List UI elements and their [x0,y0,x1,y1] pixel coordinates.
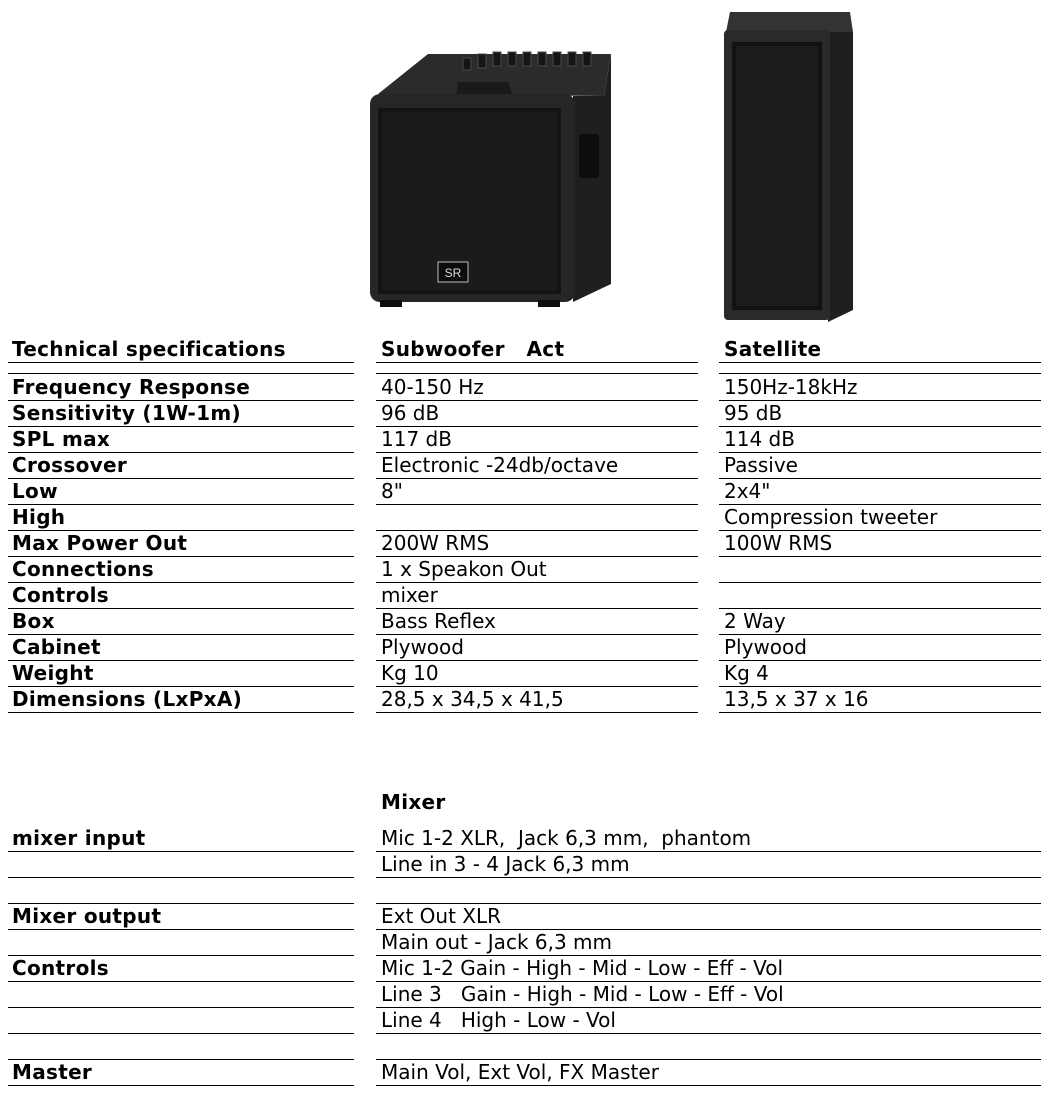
spec-satellite-value: Kg 4 [724,661,769,685]
mixer-value: Ext Out XLR [381,904,502,928]
satellite-image [722,10,855,322]
mixer-row [0,981,1060,1007]
spec-subwoofer-value: Kg 10 [381,661,439,685]
mixer-label: mixer input [12,826,146,850]
spec-subwoofer-value: Bass Reflex [381,609,496,633]
spec-row [0,452,1060,478]
spec-row [0,556,1060,582]
subwoofer-image [368,44,611,310]
spec-header-satellite: Satellite [724,337,822,361]
mixer-row [0,903,1060,929]
mixer-row [0,929,1060,955]
spec-satellite-value: 95 dB [724,401,783,425]
spec-satellite-value: 2 Way [724,609,786,633]
sr-logo: SR [444,266,462,280]
spec-subwoofer-value: 1 x Speakon Out [381,557,547,581]
mixer-row [0,1033,1060,1059]
spec-satellite-value: 2x4" [724,479,771,503]
spec-label: Sensitivity (1W-1m) [12,401,241,425]
spec-label: SPL max [12,427,111,451]
row-divider [8,712,354,713]
mixer-value: Mic 1-2 Gain - High - Mid - Low - Eff - Vol [381,956,784,980]
spec-subwoofer-value: 8" [381,479,403,503]
spec-row [0,478,1060,504]
header-divider [8,362,354,363]
mixer-row [0,825,1060,851]
spec-satellite-value: 13,5 x 37 x 16 [724,687,869,711]
mixer-value: Line 4 High - Low - Vol [381,1008,616,1032]
spec-subwoofer-value: Plywood [381,635,464,659]
mixer-row [0,1007,1060,1033]
spec-row [0,530,1060,556]
mixer-value: Main Vol, Ext Vol, FX Master [381,1060,659,1084]
spec-satellite-value: Compression tweeter [724,505,938,529]
row-divider [8,1085,354,1086]
spec-satellite-value: Passive [724,453,798,477]
spec-header-subwoofer: Subwoofer Act [381,337,565,361]
spec-subwoofer-value: Electronic -24db/octave [381,453,619,477]
spec-row [0,608,1060,634]
row-divider [376,1085,1041,1086]
spec-header-row [0,336,1060,362]
header-divider [376,362,698,363]
spec-row [0,686,1060,712]
spec-label: Cabinet [12,635,101,659]
spec-subwoofer-value: 96 dB [381,401,440,425]
spec-satellite-value: 114 dB [724,427,795,451]
mixer-value: Mic 1-2 XLR, Jack 6,3 mm, phantom [381,826,752,850]
mixer-row [0,955,1060,981]
mixer-label: Master [12,1060,93,1084]
spec-label: Frequency Response [12,375,251,399]
spec-row [0,504,1060,530]
spec-label: Controls [12,583,109,607]
spec-satellite-value: 100W RMS [724,531,833,555]
row-divider [719,712,1041,713]
mixer-value: Line 3 Gain - High - Mid - Low - Eff - Vol [381,982,784,1006]
spec-subwoofer-value: 200W RMS [381,531,490,555]
spec-label: High [12,505,66,529]
spec-row [0,660,1060,686]
spec-subwoofer-value: 40-150 Hz [381,375,484,399]
mixer-row [0,877,1060,903]
spec-row [0,374,1060,400]
spec-subwoofer-value: mixer [381,583,438,607]
spec-header-label: Technical specifications [12,337,286,361]
spec-label: Connections [12,557,154,581]
spec-label: Max Power Out [12,531,188,555]
spec-label: Crossover [12,453,127,477]
spec-satellite-value: Plywood [724,635,807,659]
header-divider [719,362,1041,363]
mixer-label: Controls [12,956,109,980]
spec-satellite-value: 150Hz-18kHz [724,375,858,399]
mixer-row [0,851,1060,877]
spec-label: Low [12,479,58,503]
spec-row [0,582,1060,608]
spec-subwoofer-value: 117 dB [381,427,452,451]
row-divider [376,712,698,713]
spec-row [0,634,1060,660]
spec-label: Box [12,609,55,633]
spec-label: Dimensions (LxPxA) [12,687,243,711]
spec-row [0,426,1060,452]
spec-label: Weight [12,661,94,685]
mixer-row [0,1059,1060,1085]
mixer-label: Mixer output [12,904,162,928]
mixer-value: Main out - Jack 6,3 mm [381,930,613,954]
mixer-title: Mixer [381,790,446,814]
mixer-value: Line in 3 - 4 Jack 6,3 mm [381,852,630,876]
spec-subwoofer-value: 28,5 x 34,5 x 41,5 [381,687,564,711]
spec-row [0,400,1060,426]
